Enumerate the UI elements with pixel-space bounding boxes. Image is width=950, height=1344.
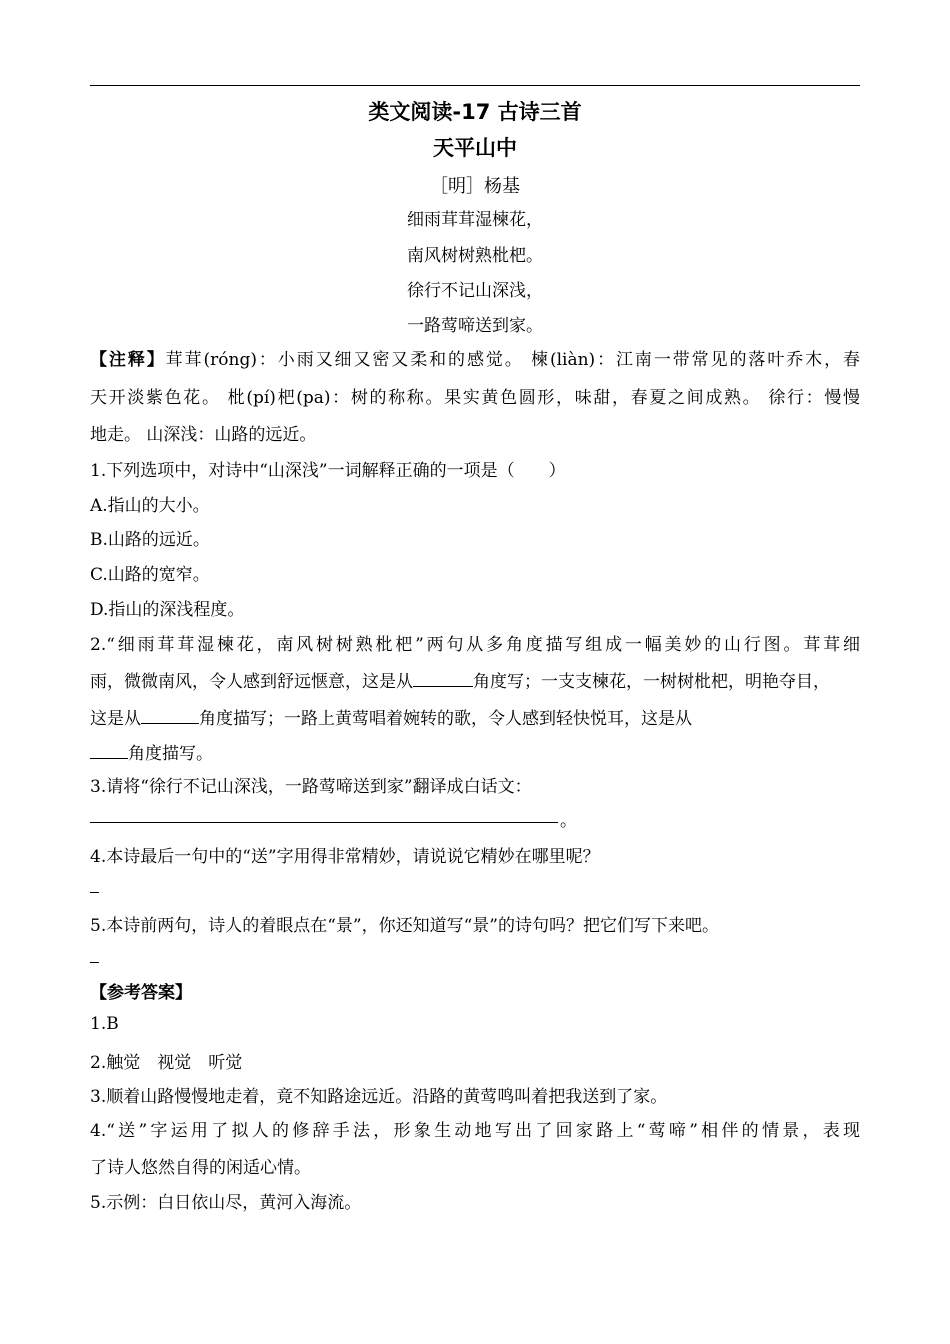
question-4-stem: 4.本诗最后一句中的“送”字用得非常精妙，请说说它精妙在哪里呢？	[90, 847, 600, 867]
notes-label: 【注释】	[90, 350, 166, 370]
answers-heading: 【参考答案】	[90, 983, 192, 1003]
question-2-line: 角度描写。	[90, 739, 860, 764]
answer-line[interactable]	[90, 822, 558, 823]
header-rule	[90, 85, 860, 86]
notes-line: 【注释】茸茸(róng)：小雨又细又密又柔和的感觉。 楝(liàn)：江南一带常见的落叶乔木，春	[90, 350, 860, 370]
question-2-line: 这是从 角度描写；一路上黄莺唱着婉转的歌，令人感到轻快悦耳，这是从	[90, 709, 692, 729]
poem-author: ［明］杨基	[430, 176, 520, 197]
question-1-stem: 1.下列选项中，对诗中“山深浅”一词解释正确的一项是（ ）	[90, 461, 566, 481]
answer-line-end: 。	[560, 811, 577, 831]
question-2-line: 2.“细雨茸茸湿楝花，南风树树熟枇杷”两句从多角度描写组成一幅美妙的山行图。茸茸细	[90, 635, 860, 655]
answer-line[interactable]	[90, 962, 99, 963]
answer-1: 1.B	[90, 1014, 119, 1034]
poem-line: 一路莺啼送到家。	[407, 316, 543, 336]
option-d: D.指山的深浅程度。	[90, 600, 245, 620]
poem-line: 南风树树熟枇杷。	[407, 246, 543, 266]
question-5-stem: 5.本诗前两句，诗人的着眼点在“景”，你还知道写“景”的诗句吗？把它们写下来吧。	[90, 916, 719, 936]
answer-4-cont: 了诗人悠然自得的闲适心情。	[90, 1158, 311, 1178]
poem-line: 细雨茸茸湿楝花，	[407, 210, 543, 230]
question-3-stem: 3.请将“徐行不记山深浅，一路莺啼送到家”翻译成白话文：	[90, 777, 532, 797]
answer-2: 2.触觉 视觉 听觉	[90, 1053, 243, 1073]
answer-blank[interactable]	[413, 685, 473, 687]
poem-line: 徐行不记山深浅，	[407, 281, 543, 301]
option-c: C.山路的宽窄。	[90, 565, 210, 585]
option-b: B.山路的远近。	[90, 530, 210, 550]
answer-4: 4.“送”字运用了拟人的修辞手法，形象生动地写出了回家路上“莺啼”相伴的情景，表现	[90, 1121, 860, 1141]
option-a: A.指山的大小。	[90, 496, 210, 516]
answer-blank[interactable]	[141, 722, 199, 724]
poem-title: 天平山中	[433, 136, 517, 160]
page-title: 类文阅读-17 古诗三首	[368, 100, 582, 124]
notes-line: 天开淡紫色花。 枇(pí)杷(pa)：树的称称。果实黄色圆形，味甜，春夏之间成熟。 徐行：慢慢	[90, 388, 860, 408]
answer-blank[interactable]	[90, 757, 128, 759]
answer-line[interactable]	[90, 892, 99, 893]
answer-5: 5.示例：白日依山尽，黄河入海流。	[90, 1193, 362, 1213]
notes-line: 地走。 山深浅：山路的远近。	[90, 425, 317, 445]
answer-3: 3.顺着山路慢慢地走着，竟不知路途远近。沿路的黄莺鸣叫着把我送到了家。	[90, 1087, 668, 1107]
question-2-line: 雨，微微南风，令人感到舒远惬意，这是从 角度写；一支支楝花，一树树枇杷，明艳夺目，	[90, 672, 830, 692]
